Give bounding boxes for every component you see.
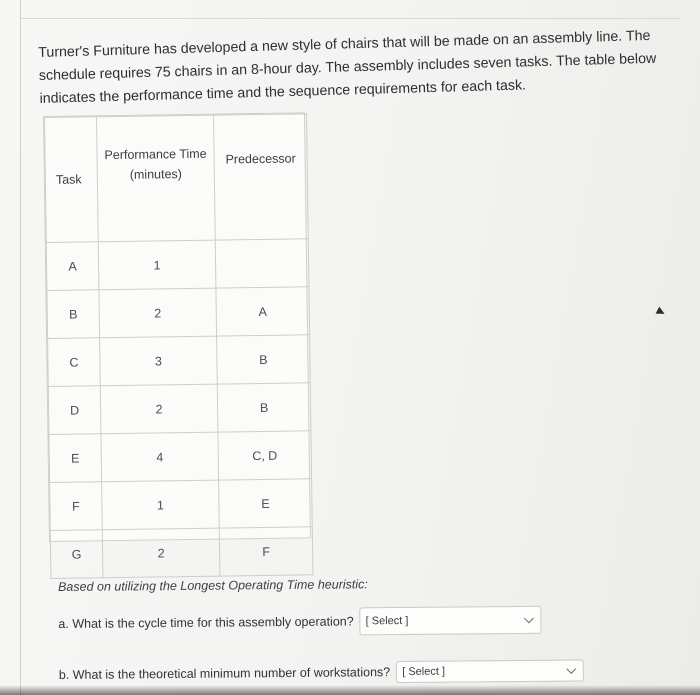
header-performance-label: Performance Time bbox=[104, 146, 207, 163]
cell-task: A bbox=[46, 242, 99, 291]
screen-bottom-edge bbox=[0, 685, 700, 695]
questions-section bbox=[58, 575, 618, 682]
cell-task: G bbox=[50, 530, 103, 579]
cell-task: F bbox=[50, 482, 103, 531]
cell-time: 1 bbox=[102, 480, 220, 530]
header-task: Task bbox=[45, 117, 99, 243]
questions-heading: Based on utilizing the Longest Operating Time heuristic: bbox=[58, 577, 368, 594]
cell-task: C bbox=[48, 338, 101, 387]
cell-predecessor: A bbox=[216, 287, 310, 336]
card-left-border bbox=[20, 0, 21, 695]
table-row bbox=[46, 239, 309, 291]
table-header-row bbox=[45, 114, 309, 243]
pointer-arrow-icon bbox=[656, 307, 667, 318]
question-b-select-value: [ Select ] bbox=[402, 665, 446, 678]
table-row bbox=[50, 527, 313, 579]
question-a bbox=[58, 606, 541, 638]
question-b bbox=[59, 659, 585, 686]
cell-time: 2 bbox=[99, 288, 217, 338]
question-a-label: a. What is the cycle time for this assembly operation? bbox=[58, 614, 354, 631]
question-b-select[interactable] bbox=[396, 659, 584, 683]
cell-predecessor: F bbox=[219, 527, 313, 576]
cell-task: D bbox=[48, 386, 101, 435]
chevron-down-icon bbox=[524, 613, 534, 623]
table-row bbox=[49, 431, 312, 483]
chevron-down-icon bbox=[567, 664, 577, 674]
header-performance-unit: (minutes) bbox=[129, 167, 182, 182]
cell-time: 3 bbox=[100, 336, 218, 386]
cell-time: 1 bbox=[98, 240, 216, 290]
card-top-border bbox=[20, 18, 680, 19]
table-row bbox=[50, 479, 313, 531]
question-a-select[interactable] bbox=[360, 606, 542, 636]
cell-task: B bbox=[47, 290, 100, 339]
cell-predecessor: B bbox=[217, 335, 311, 384]
cell-predecessor: E bbox=[219, 479, 313, 528]
cell-predecessor bbox=[215, 239, 309, 288]
task-table bbox=[43, 112, 311, 562]
question-a-select-value: [ Select ] bbox=[365, 614, 409, 628]
cell-predecessor: B bbox=[217, 383, 311, 432]
cell-time: 2 bbox=[100, 384, 218, 434]
header-performance-time bbox=[97, 115, 216, 242]
table-row bbox=[48, 383, 311, 435]
question-b-label: b. What is the theoretical minimum number of workstations? bbox=[58, 665, 391, 682]
table-row bbox=[48, 335, 311, 387]
cell-task: E bbox=[49, 434, 102, 483]
cell-time: 4 bbox=[101, 432, 219, 482]
table-row bbox=[47, 287, 310, 339]
header-predecessor: Predecessor bbox=[214, 114, 309, 240]
cell-predecessor: C, D bbox=[218, 431, 312, 480]
problem-statement: Turner's Furniture has developed a new style of chairs that will be made on an assembly line. The schedule requires 75 chairs in an 8-hour day. The assembly includes seven tasks. The table below indicates the performance time and the sequence requirements for each task. bbox=[38, 28, 657, 108]
cell-time: 2 bbox=[102, 528, 220, 578]
